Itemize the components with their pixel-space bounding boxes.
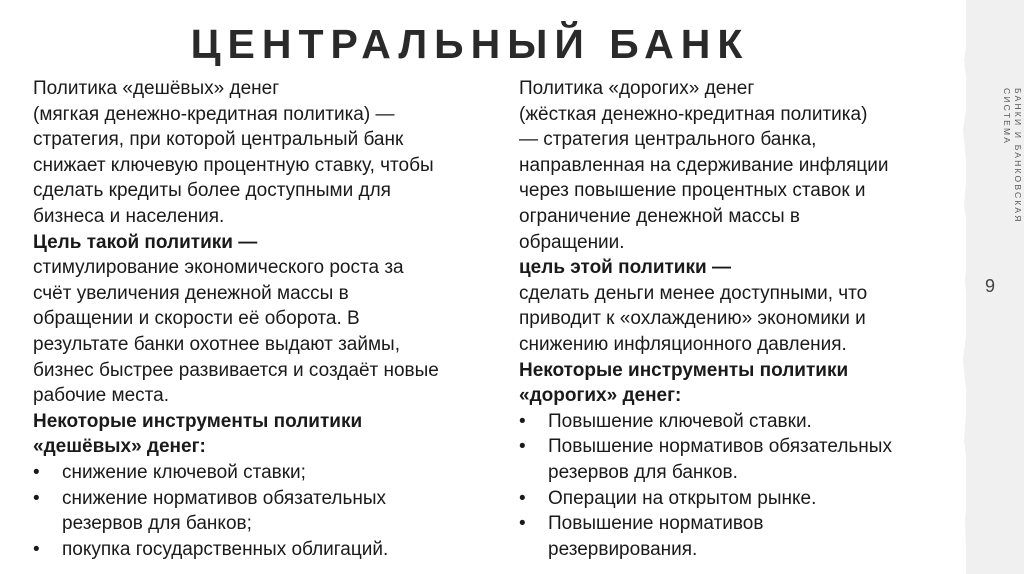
list-item — [519, 511, 959, 562]
list-item-text: резервов для банков. — [548, 461, 738, 483]
cheap-goal-line: счёт увеличения денежной массы в — [33, 282, 349, 304]
list-item — [33, 537, 503, 563]
list-item — [519, 409, 959, 435]
bullet-marker: • — [519, 436, 526, 458]
expensive-goal-line: сделать деньги менее доступными, что — [519, 282, 868, 304]
bullet-marker: • — [519, 410, 526, 432]
expensive-def-line: направленная на сдерживание инфляции — [519, 154, 889, 176]
expensive-money-column — [519, 76, 959, 562]
cheap-goal-line: бизнес быстрее развивается и создаёт новые — [33, 359, 439, 381]
list-item-text: снижение ключевой ставки; — [62, 461, 306, 483]
list-item-text: резервов для банков; — [62, 513, 252, 535]
cheap-goal-heading: Цель такой политики — — [33, 231, 258, 253]
torn-paper-edge — [958, 0, 974, 574]
expensive-def-line: через повышение процентных ставок и — [519, 180, 866, 202]
expensive-tools-heading: Некоторые инструменты политики — [519, 359, 849, 381]
cheap-tools-heading: Некоторые инструменты политики — [33, 410, 363, 432]
cheap-goal-line: рабочие места. — [33, 385, 169, 407]
cheap-def-line: сделать кредиты более доступными для — [33, 180, 391, 202]
bullet-marker: • — [33, 487, 40, 509]
page-number: 9 — [985, 276, 996, 296]
cheap-def-line: снижает ключевую процентную ставку, чтобы — [33, 154, 434, 176]
list-item-text: покупка государственных облигаций. — [62, 538, 389, 560]
expensive-goal-line: снижению инфляционного давления. — [519, 333, 847, 355]
list-item-text: Повышение ключевой ставки. — [548, 410, 812, 432]
bullet-marker: • — [33, 538, 40, 560]
cheap-goal-line: результате банки охотнее выдают займы, — [33, 333, 400, 355]
expensive-def-line: ограничение денежной массы в — [519, 205, 800, 227]
expensive-def-line: (жёсткая денежно-кредитная политика) — [519, 103, 868, 125]
list-item-text: резервирования. — [548, 538, 698, 560]
expensive-goal-line: приводит к «охлаждению» экономики и — [519, 308, 866, 330]
slide-title: ЦЕНТРАЛЬНЫЙ БАНК — [190, 21, 750, 67]
list-item-text: Повышение нормативов — [548, 513, 764, 535]
cheap-goal-line: обращении и скорости её оборота. В — [33, 308, 360, 330]
expensive-money-heading: Политика «дорогих» денег — [519, 78, 755, 99]
expensive-tools-heading: «дорогих» денег: — [519, 385, 682, 407]
bullet-marker: • — [33, 461, 40, 483]
side-label-line1: БАНКИ И БАНКОВСКАЯ — [1013, 88, 1023, 224]
cheap-money-column — [33, 76, 503, 562]
expensive-goal-heading: цель этой политики — — [519, 257, 731, 279]
expensive-def-line: обращении. — [519, 231, 625, 253]
bullet-marker: • — [519, 487, 526, 509]
list-item — [33, 460, 503, 486]
bullet-marker: • — [519, 513, 526, 535]
list-item — [519, 434, 959, 485]
side-section-label — [1001, 88, 1023, 224]
list-item — [519, 486, 959, 512]
cheap-goal-line: стимулирование экономического роста за — [33, 257, 404, 279]
cheap-def-line: (мягкая денежно-кредитная политика) — — [33, 103, 395, 125]
cheap-def-line: стратегия, при которой центральный банк — [33, 129, 404, 151]
list-item — [33, 486, 503, 537]
cheap-def-line: бизнеса и населения. — [33, 205, 225, 227]
cheap-money-heading: Политика «дешёвых» денег — [33, 78, 280, 99]
side-label-line2: СИСТЕМА — [1002, 88, 1012, 146]
list-item-text: Повышение нормативов обязательных — [548, 436, 892, 458]
list-item-text: Операции на открытом рынке. — [548, 487, 817, 509]
expensive-def-line: — стратегия центрального банка, — [519, 129, 817, 151]
cheap-tools-heading: «дешёвых» денег: — [33, 436, 206, 458]
list-item-text: снижение нормативов обязательных — [62, 487, 387, 509]
